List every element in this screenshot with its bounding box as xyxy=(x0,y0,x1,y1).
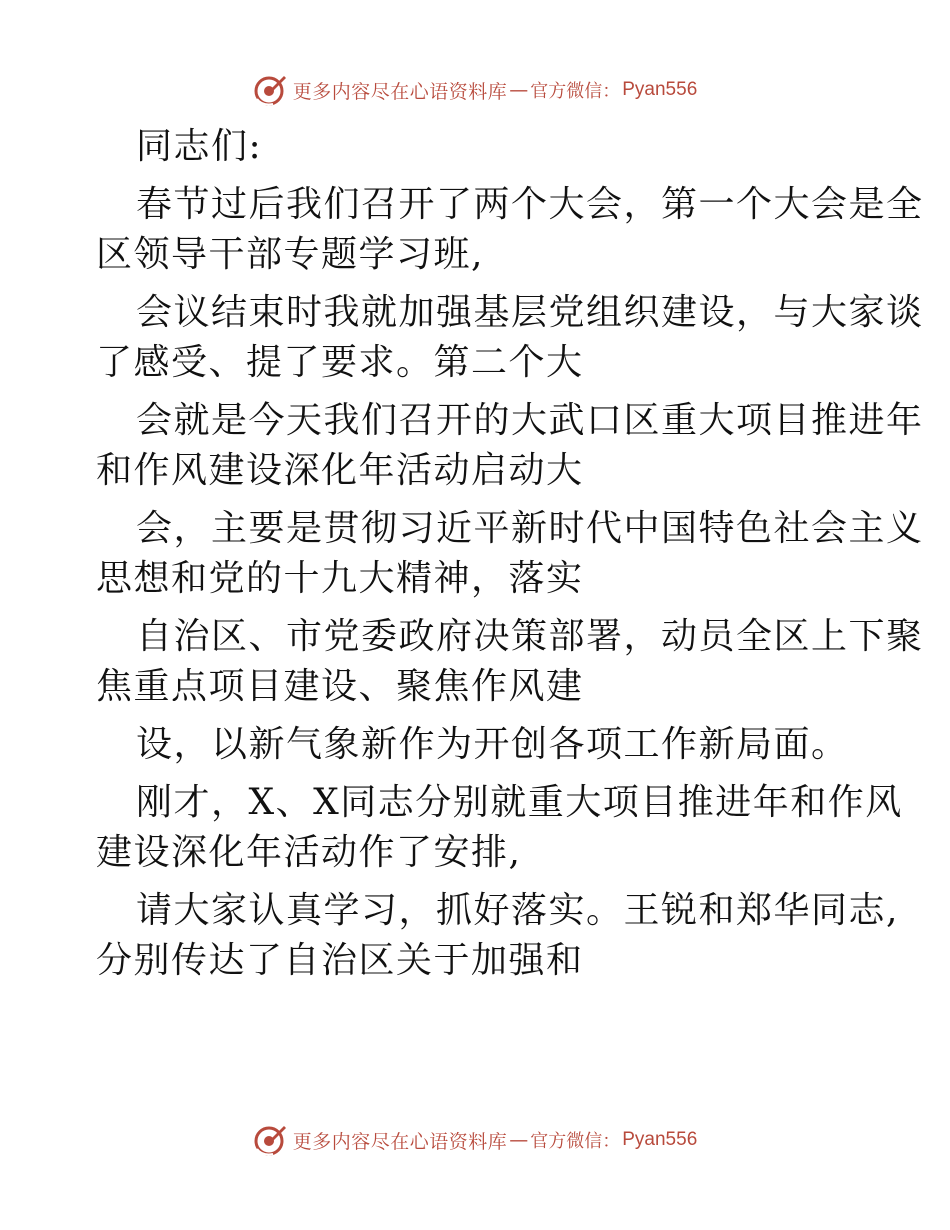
banner-dash: — xyxy=(509,79,529,101)
text-line: 建设深化年活动作了安排, xyxy=(96,832,522,873)
paragraph-gap xyxy=(96,770,856,778)
text-line: 焦重点项目建设、聚焦作风建 xyxy=(96,666,584,707)
text-line: 区领导干部专题学习班, xyxy=(96,234,484,275)
banner-brand-text: 更多内容尽在心语资料库 xyxy=(292,80,508,103)
text-line: 思想和党的十九大精神，落实 xyxy=(96,558,584,599)
text-line: 设，以新气象新作为开创各项工作新局面。 xyxy=(136,724,849,765)
text-line: 会，主要是贯彻习近平新时代中国特色社会主义 xyxy=(136,508,924,549)
salutation-line: 同志们: xyxy=(136,126,263,167)
paragraph-gap xyxy=(96,172,856,180)
ink-pen-logo-icon xyxy=(253,73,287,107)
footer-banner xyxy=(0,1120,950,1160)
banner-wechat-id: Pyan556 xyxy=(622,1129,698,1150)
banner-dash: — xyxy=(509,1129,529,1151)
paragraph-gap xyxy=(96,878,856,886)
paragraph-gap xyxy=(96,496,856,504)
paragraph-gap xyxy=(96,280,856,288)
text-line: 了感受、提了要求。第二个大 xyxy=(96,342,584,383)
banner-wechat-id: Pyan556 xyxy=(622,79,698,100)
document-body xyxy=(96,122,924,986)
banner-wechat-label: 官方微信： xyxy=(530,1131,621,1152)
banner-wechat-label: 官方微信： xyxy=(530,81,621,102)
paragraph-gap xyxy=(96,388,856,396)
header-banner xyxy=(0,70,950,110)
text-line: 刚才，X、X同志分别就重大项目推进年和作风 xyxy=(136,782,903,823)
banner-brand-text: 更多内容尽在心语资料库 xyxy=(292,1130,508,1153)
text-line: 会议结束时我就加强基层党组织建设，与大家谈 xyxy=(136,292,924,333)
text-line: 分别传达了自治区关于加强和 xyxy=(96,940,584,981)
paragraph-gap xyxy=(96,604,856,612)
text-line: 自治区、市党委政府决策部署，动员全区上下聚 xyxy=(136,616,924,657)
text-line: 请大家认真学习，抓好落实。王锐和郑华同志, xyxy=(136,890,899,931)
ink-pen-logo-icon xyxy=(253,1123,287,1157)
text-line: 春节过后我们召开了两个大会，第一个大会是全 xyxy=(136,184,924,225)
text-line: 会就是今天我们召开的大武口区重大项目推进年 xyxy=(136,400,924,441)
text-line: 和作风建设深化年活动启动大 xyxy=(96,450,584,491)
paragraph-gap xyxy=(96,712,856,720)
